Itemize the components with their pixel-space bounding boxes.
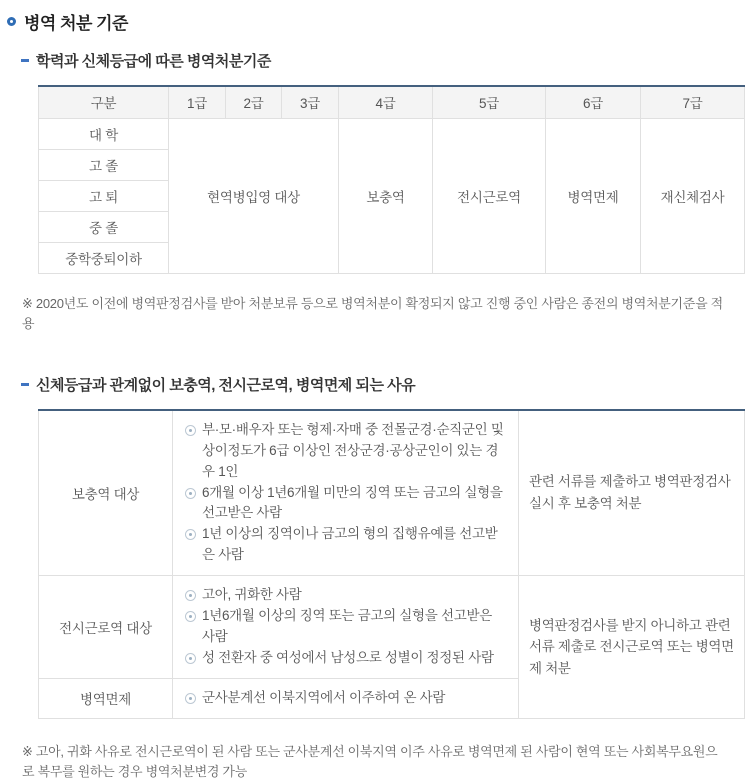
dot-circle-icon [185, 693, 196, 704]
table-header-row [39, 86, 745, 118]
dot-circle-icon [185, 611, 196, 622]
table-row [39, 118, 745, 149]
row-label-exemption: 병역면제 [39, 678, 173, 718]
criteria-cell-wartime-labor [173, 576, 519, 679]
header-cell-grade4: 4급 [339, 86, 433, 118]
list-item-text: 1년 이상의 징역이나 금고의 형의 집행유예를 선고받은 사람 [202, 526, 498, 563]
header-cell-grade5: 5급 [433, 86, 546, 118]
dash-icon [21, 59, 29, 62]
table-row [39, 410, 745, 576]
list-item [185, 585, 506, 606]
section2-note: ※ 고아, 귀화 사유로 전시근로역이 된 사람 또는 군사분계선 이북지역 이주 사유로 병역면제 된 사람이 현역 또는 사회복무요원으로 복무를 원하는 경우 병역처분변경 가능 [22, 743, 718, 779]
criteria-cell-supplementary [173, 410, 519, 576]
title-ring-icon [7, 17, 16, 26]
list-item-text: 1년6개월 이상의 징역 또는 금고의 실형을 선고받은 사람 [202, 608, 492, 645]
row-label-middleschool-grad: 중 졸 [39, 211, 169, 242]
cell-reexamination: 재신체검사 [641, 118, 745, 273]
result-cell-wartime-exemption: 병역판정검사를 받지 아니하고 관련 서류 제출로 전시근로역 또는 병역면제 처분 [519, 576, 745, 719]
list-item [185, 688, 506, 709]
list-item-text: 부·모·배우자 또는 형제·자매 중 전몰군경·순직군인 및 상이정도가 6급 이상인 전상군경·공상군인이 있는 경우 1인 [202, 421, 504, 479]
list-item [185, 420, 506, 483]
cell-active-duty: 현역병입영 대상 [169, 118, 339, 273]
row-label-middleschool-dropout: 중학중퇴이하 [39, 242, 169, 273]
section1-note: ※ 2020년도 이전에 병역판정검사를 받아 처분보류 등으로 병역처분이 확정되지 않고 진행 중인 사람은 종전의 병역처분기준을 적용 [22, 295, 723, 331]
table-row [39, 576, 745, 679]
row-label-supplementary: 보충역 대상 [39, 410, 173, 576]
cell-wartime-labor: 전시근로역 [433, 118, 546, 273]
list-item-text: 성 전환자 중 여성에서 남성으로 성별이 정정된 사람 [202, 650, 494, 665]
section1-heading-text: 학력과 신체등급에 따른 병역처분기준 [36, 53, 271, 70]
list-item [185, 648, 506, 669]
grade-disposition-table [38, 85, 745, 274]
row-label-university: 대 학 [39, 118, 169, 149]
row-label-highschool-grad: 고 졸 [39, 149, 169, 180]
cell-exemption: 병역면제 [546, 118, 641, 273]
criteria-cell-exemption [173, 678, 519, 718]
header-cell-gubun: 구분 [39, 86, 169, 118]
list-item-text: 고아, 귀화한 사람 [202, 587, 302, 603]
dot-circle-icon [185, 425, 196, 436]
list-item-text: 6개월 이상 1년6개월 미만의 징역 또는 금고의 실형을 선고받은 사람 [202, 484, 503, 521]
header-cell-grade1: 1급 [169, 86, 226, 118]
cell-supplementary: 보충역 [339, 118, 433, 273]
dot-circle-icon [185, 488, 196, 499]
header-cell-grade2: 2급 [226, 86, 282, 118]
result-cell-supplementary: 관련 서류를 제출하고 병역판정검사 실시 후 보충역 처분 [519, 410, 745, 576]
dot-circle-icon [185, 529, 196, 540]
dot-circle-icon [185, 653, 196, 664]
section1-heading [21, 50, 750, 71]
dot-circle-icon [185, 590, 196, 601]
list-item [185, 524, 506, 566]
header-cell-grade7: 7급 [641, 86, 745, 118]
header-cell-grade3: 3급 [282, 86, 339, 118]
list-item [185, 483, 506, 525]
page-title [7, 9, 750, 34]
dash-icon [21, 383, 29, 386]
section2-heading [21, 374, 750, 395]
header-cell-grade6: 6급 [546, 86, 641, 118]
row-label-wartime-labor: 전시근로역 대상 [39, 576, 173, 679]
section2-heading-text: 신체등급과 관계없이 보충역, 전시근로역, 병역면제 되는 사유 [36, 376, 416, 394]
criteria-table [38, 409, 745, 719]
list-item-text: 군사분계선 이북지역에서 이주하여 온 사람 [202, 689, 446, 705]
row-label-highschool-dropout: 고 퇴 [39, 180, 169, 211]
list-item [185, 606, 506, 648]
page-title-text: 병역 처분 기준 [24, 14, 128, 33]
